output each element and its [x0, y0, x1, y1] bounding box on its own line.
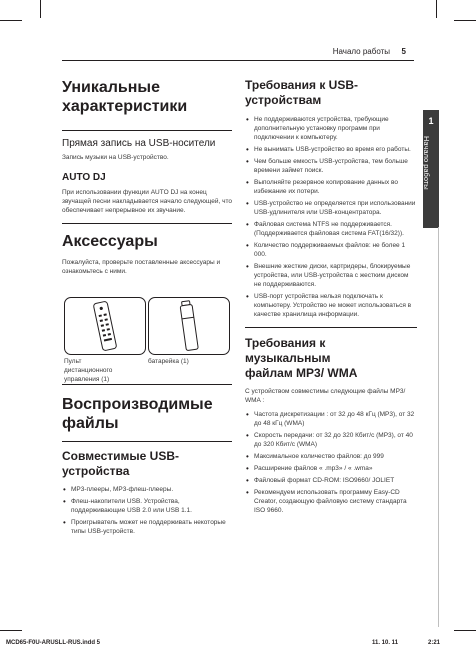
remote-control-icon: [65, 298, 145, 354]
side-rule: [438, 227, 439, 627]
battery-icon: [149, 298, 229, 354]
footer-time: 2:21: [428, 640, 441, 646]
right-column: [245, 78, 417, 518]
list-item: • Расширение файлов « .mp3» / « .wma»: [245, 464, 417, 473]
crop-mark: [0, 20, 22, 21]
list-item: • Частота дискретизации : от 32 до 48 кГц (MP3), от 32 до 48 кГц (WMA): [245, 410, 417, 428]
list-item: • Не поддерживаются устройства, требующие дополнительную установку программ при подключении к компьютеру.: [245, 115, 417, 142]
list-item: • MP3-плееры, MP3-флеш-плееры.: [62, 485, 232, 494]
list-item: • Количество поддерживаемых файлов: не более 1 000.: [245, 241, 417, 259]
list-item: • Внешние жесткие диски, картридеры, блокируемые устройства, или USB-устройства с жестким диском не поддерживаются.: [245, 262, 417, 289]
mp3-requirements-intro: С устройством совместимы следующие файлы MP3/ WMA :: [245, 388, 406, 404]
section-rule: [62, 130, 232, 131]
list-item: • Проигрыватель может не поддерживать некоторые типы USB-устройств.: [62, 518, 232, 536]
unique-features-heading: Уникальные характеристики: [62, 79, 188, 115]
compatible-usb-heading: Совместимые USB-устройства: [62, 449, 179, 478]
list-item: • Чем больше емкость USB-устройства, тем больше времени займет поиск.: [245, 157, 417, 175]
section-rule: [62, 384, 232, 385]
accessories-heading: Аксессуары: [62, 233, 158, 250]
accessories-text: Пожалуйста, проверьте поставленные аксессуары и ознакомьтесь с ними.: [62, 259, 221, 275]
usb-requirements-list: [245, 115, 417, 319]
list-item: • Файловая система NTFS не поддерживается. (Поддерживается файловая система FAT(16/32)).: [245, 220, 417, 238]
list-item: • Выполняйте резервное копирование данных во избежание их потери.: [245, 178, 417, 196]
mp3-requirements-heading: Требования к музыкальным файлам MP3/ WMA: [245, 336, 358, 380]
autodj-text: При использовании функции AUTO DJ на конец звучащей песни накладывается начало следующей, что обеспечивает непрерывное их звучание.: [62, 189, 232, 214]
footer-date: 11. 10. 11: [372, 640, 399, 646]
usb-record-heading: Прямая запись на USB-носители: [62, 138, 216, 149]
section-rule: [62, 223, 232, 224]
crop-mark: [436, 0, 437, 18]
crop-mark: [40, 0, 41, 18]
list-item: • Файловый формат CD-ROM: ISO9660/ JOLIET: [245, 476, 417, 485]
battery-label: батарейка (1): [148, 358, 189, 365]
remote-control-label: Пульт дистанционного управления (1): [64, 358, 113, 383]
crop-mark: [454, 630, 476, 631]
crop-mark: [454, 20, 476, 21]
footer-filename: MCD65-F0U-ARUSLL-RUS.indd 5: [6, 640, 100, 646]
header-rule: [62, 60, 414, 61]
list-item: • USB-устройство не определяется при использовании USB-удлинителя или USB-концентратора.: [245, 199, 417, 217]
section-rule: [245, 327, 417, 328]
chapter-tab-label: Начало работы: [422, 136, 431, 190]
usb-requirements-heading: Требования к USB-устройствам: [245, 78, 358, 107]
remote-control-box: [64, 297, 146, 355]
playable-files-heading: Воспроизводимые файлы: [62, 396, 213, 432]
battery-box: [148, 297, 230, 355]
chapter-tab-number: 1: [428, 116, 434, 126]
mp3-requirements-list: [245, 410, 417, 515]
left-column: [62, 78, 232, 276]
list-item: • Флеш-накопители USB. Устройства, поддерживающие USB 2.0 или USB 1.1.: [62, 497, 232, 515]
list-item: • Скорость передачи: от 32 до 320 Кбит/с (MP3), от 40 до 320 Кбит/с (WMA): [245, 431, 417, 449]
list-item: • Максимальное количество файлов: до 999: [245, 452, 417, 461]
usb-record-text: Запись музыки на USB-устройство.: [62, 154, 169, 161]
crop-mark: [0, 630, 22, 631]
left-column-lower: [62, 384, 232, 539]
list-item: • USB-порт устройства нельзя подключать к компьютеру. Устройство не может использоваться в качестве хранилища информации.: [245, 292, 417, 319]
list-item: • Рекомендуем использовать программу Easy-CD Creator, создающую файловую систему стандарта ISO 9660.: [245, 488, 417, 515]
header-page-number: 5: [401, 47, 406, 56]
header-section-title: Начало работы: [332, 47, 390, 56]
list-item: • Не вынимать USB-устройство во время его работы.: [245, 145, 417, 154]
section-rule: [62, 441, 232, 442]
autodj-heading: AUTO DJ: [62, 172, 106, 183]
compatible-usb-list: [62, 485, 232, 536]
